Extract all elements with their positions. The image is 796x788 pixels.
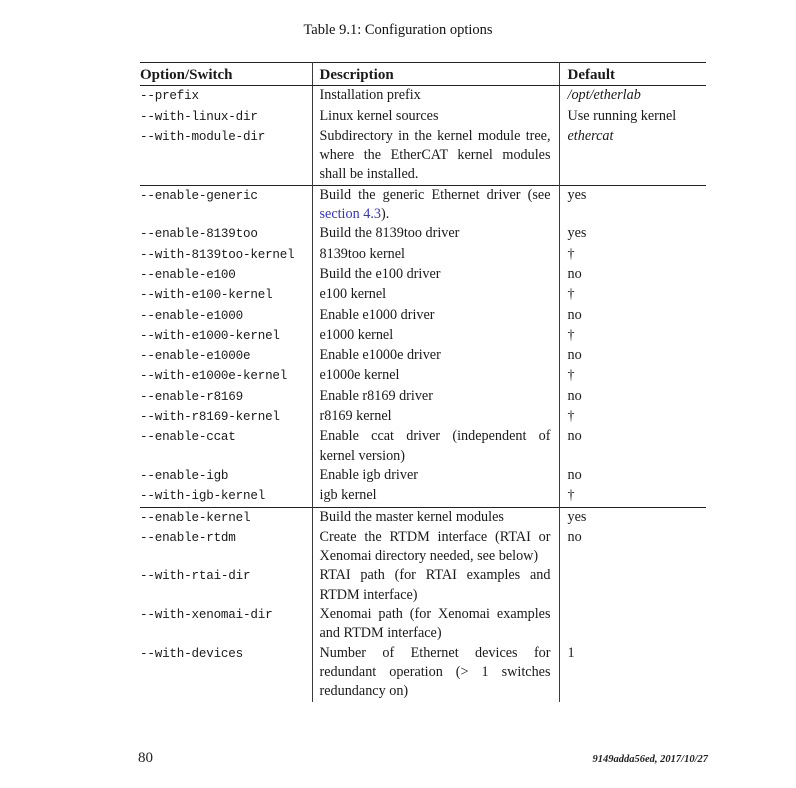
table-row <box>140 644 706 702</box>
cell-default <box>559 427 706 466</box>
table-row <box>140 605 706 644</box>
cell-default <box>559 605 706 644</box>
table-row <box>140 427 706 466</box>
cell-option <box>140 427 312 466</box>
option-switch-text: --enable-ccat <box>140 430 236 445</box>
description-text: Enable ccat driver (independent of kernel version) <box>319 428 551 464</box>
column-header-default: Default <box>559 63 706 86</box>
option-switch-text: --with-e1000-kernel <box>140 328 280 343</box>
description-text: Number of Ethernet devices for redundant operation (> 1 switches redundancy on) <box>319 644 551 700</box>
description-text: e1000 kernel <box>319 326 394 343</box>
cell-default <box>559 127 706 185</box>
option-switch-text: --with-r8169-kernel <box>140 410 280 425</box>
configuration-options-table <box>140 62 706 702</box>
option-switch-text: --enable-8139too <box>140 227 258 242</box>
option-switch-text: --enable-generic <box>140 188 258 203</box>
column-header-option: Option/Switch <box>140 63 312 86</box>
option-switch-text: --with-rtai-dir <box>140 569 251 584</box>
cell-option <box>140 605 312 644</box>
default-value-text: no <box>567 265 582 282</box>
default-value-text: ethercat <box>567 127 614 144</box>
option-switch-text: --enable-e1000 <box>140 308 244 323</box>
cell-description <box>312 605 559 644</box>
table-row <box>140 224 706 244</box>
default-value-text: no <box>567 528 582 545</box>
default-value-text: no <box>567 428 582 445</box>
cell-default <box>559 326 706 346</box>
table-header-row <box>140 63 706 86</box>
page-number: 80 <box>138 750 153 766</box>
description-text: Build the generic Ethernet driver (see section 4.3). <box>319 186 551 223</box>
cell-default <box>559 265 706 285</box>
option-switch-text: --with-e100-kernel <box>140 288 273 303</box>
cell-description <box>312 486 559 507</box>
cell-option <box>140 265 312 285</box>
option-switch-text: --with-linux-dir <box>140 109 258 124</box>
table-caption: Table 9.1: Configuration options <box>303 22 493 38</box>
default-value-text: yes <box>567 186 587 203</box>
description-text: e100 kernel <box>319 286 387 303</box>
description-text: Installation prefix <box>319 87 421 104</box>
cell-default <box>559 366 706 386</box>
default-value-text: 1 <box>567 644 575 661</box>
table-row <box>140 566 706 605</box>
default-value-text: † <box>567 368 575 384</box>
cell-default <box>559 245 706 265</box>
cell-default <box>559 224 706 244</box>
cell-default <box>559 387 706 407</box>
table-row <box>140 387 706 407</box>
cell-option <box>140 245 312 265</box>
option-switch-text: --enable-kernel <box>140 510 251 525</box>
cell-option <box>140 486 312 507</box>
cell-default <box>559 566 706 605</box>
cell-option <box>140 127 312 185</box>
option-switch-text: --with-igb-kernel <box>140 489 266 504</box>
table-row <box>140 285 706 305</box>
cell-description <box>312 407 559 427</box>
table-row <box>140 507 706 528</box>
cell-description <box>312 644 559 702</box>
table-row <box>140 407 706 427</box>
cell-description <box>312 224 559 244</box>
cell-description <box>312 185 559 224</box>
description-text: Enable e1000e driver <box>319 347 441 364</box>
option-switch-text: --enable-rtdm <box>140 530 236 545</box>
table-row <box>140 107 706 127</box>
cell-option <box>140 407 312 427</box>
option-switch-text: --with-e1000e-kernel <box>140 369 288 384</box>
table-row <box>140 245 706 265</box>
default-value-text: † <box>567 409 575 425</box>
cell-description <box>312 528 559 567</box>
table-row <box>140 346 706 366</box>
cell-description <box>312 265 559 285</box>
cell-description <box>312 306 559 326</box>
revision-stamp: 9149adda56ed, 2017/10/27 <box>592 754 708 765</box>
option-switch-text: --prefix <box>140 89 199 104</box>
description-text: Build the 8139too driver <box>319 225 460 242</box>
description-text: Build the e100 driver <box>319 265 441 282</box>
cell-option <box>140 107 312 127</box>
table-row <box>140 326 706 346</box>
cell-description <box>312 427 559 466</box>
default-value-text: Use running kernel <box>567 107 677 124</box>
table-row <box>140 127 706 185</box>
description-text: e1000e kernel <box>319 367 400 384</box>
cell-option <box>140 224 312 244</box>
cell-option <box>140 346 312 366</box>
cell-description <box>312 86 559 107</box>
cell-default <box>559 466 706 486</box>
default-value-text: † <box>567 488 575 504</box>
option-switch-text: --enable-e100 <box>140 267 236 282</box>
description-text: RTAI path (for RTAI examples and RTDM interface) <box>319 567 551 603</box>
cell-option <box>140 466 312 486</box>
option-switch-text: --enable-r8169 <box>140 389 244 404</box>
option-switch-text: --enable-e1000e <box>140 349 251 364</box>
cell-default <box>559 306 706 326</box>
option-switch-text: --with-devices <box>140 646 244 661</box>
description-text: Subdirectory in the kernel module tree, where the EtherCAT kernel modules shall be installed. <box>319 127 551 183</box>
cell-option <box>140 387 312 407</box>
default-value-text: no <box>567 466 582 483</box>
default-value-text: † <box>567 246 575 262</box>
cell-default <box>559 528 706 567</box>
table-row <box>140 306 706 326</box>
description-text: Xenomai path (for Xenomai examples and RTDM interface) <box>319 606 551 642</box>
default-value-text: yes <box>567 508 587 525</box>
option-switch-text: --enable-igb <box>140 468 229 483</box>
cell-default <box>559 86 706 107</box>
cell-description <box>312 285 559 305</box>
cell-option <box>140 566 312 605</box>
cell-option <box>140 507 312 528</box>
default-value-text: no <box>567 347 582 364</box>
cell-description <box>312 507 559 528</box>
cell-description <box>312 466 559 486</box>
cell-default <box>559 486 706 507</box>
default-value-text: no <box>567 306 582 323</box>
cell-option <box>140 185 312 224</box>
cell-description <box>312 387 559 407</box>
description-text: Enable e1000 driver <box>319 306 435 323</box>
default-value-text: yes <box>567 225 587 242</box>
cell-option <box>140 306 312 326</box>
table-row <box>140 528 706 567</box>
option-switch-text: --with-8139too-kernel <box>140 247 295 262</box>
default-value-text: /opt/etherlab <box>567 87 641 104</box>
cell-default <box>559 285 706 305</box>
cell-description <box>312 127 559 185</box>
table-row <box>140 466 706 486</box>
option-switch-text: --with-xenomai-dir <box>140 608 273 623</box>
default-value-text: † <box>567 287 575 303</box>
description-text: 8139too kernel <box>319 245 405 262</box>
cell-description <box>312 326 559 346</box>
description-text: Enable igb driver <box>319 466 418 483</box>
description-text: Linux kernel sources <box>319 107 439 124</box>
cell-description <box>312 107 559 127</box>
table-header <box>140 63 706 86</box>
table-row <box>140 185 706 224</box>
default-value-text: no <box>567 387 582 404</box>
cell-option <box>140 366 312 386</box>
cell-description <box>312 346 559 366</box>
column-header-description: Description <box>312 63 559 86</box>
description-text: Create the RTDM interface (RTAI or Xenomai directory needed, see below) <box>319 528 551 565</box>
option-switch-text: --with-module-dir <box>140 129 266 144</box>
description-text: igb kernel <box>319 487 377 504</box>
table-body <box>140 86 706 702</box>
cell-default <box>559 346 706 366</box>
table-row <box>140 366 706 386</box>
cell-description <box>312 566 559 605</box>
cell-default <box>559 107 706 127</box>
table-row <box>140 486 706 507</box>
description-text: r8169 kernel <box>319 408 392 425</box>
cell-default <box>559 185 706 224</box>
cell-option <box>140 528 312 567</box>
cell-option <box>140 326 312 346</box>
cell-description <box>312 245 559 265</box>
cell-option <box>140 644 312 702</box>
description-text: Build the master kernel modules <box>319 508 504 525</box>
cell-default <box>559 644 706 702</box>
configuration-options-table-container <box>140 62 706 702</box>
cross-reference-link[interactable]: section 4.3 <box>319 206 381 223</box>
cell-default <box>559 407 706 427</box>
cell-option <box>140 86 312 107</box>
table-row <box>140 265 706 285</box>
cell-option <box>140 285 312 305</box>
description-text: Enable r8169 driver <box>319 387 433 404</box>
default-value-text: † <box>567 327 575 343</box>
table-row <box>140 86 706 107</box>
cell-default <box>559 507 706 528</box>
cell-description <box>312 366 559 386</box>
